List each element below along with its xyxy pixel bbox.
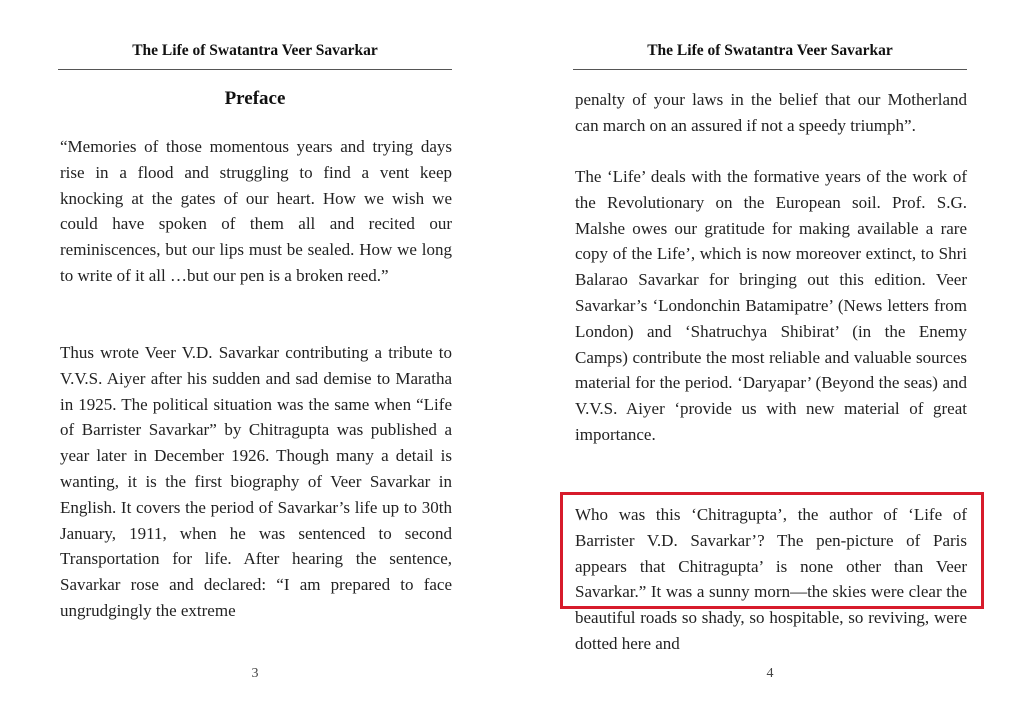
- highlight-box: [560, 492, 984, 609]
- right-paragraph-3: Who was this ‘Chitragupta’, the author of ‘Life of Barrister V.D. Savarkar’? The pen-picture of Paris appears that Chitragupta’ is none other than Veer Savarkar.” It was a sunny morn—the skies were clear the beautiful roads so shady, so hospitable, so reviving, were dotted here and: [575, 505, 967, 653]
- left-page-number: 3: [251, 666, 259, 681]
- left-page: [58, 0, 452, 724]
- left-paragraph-2: Thus wrote Veer V.D. Savarkar contributing a tribute to V.V.S. Aiyer after his sudden and sad demise to Maratha in 1925. The political situation was the same when “Life of Barrister Savarkar” by Chitragupta was published a year later in December 1926. Though many a detail is wanting, it is the first biography of Veer Savarkar in English. It covers the period of Savarkar’s life up to 30th January, 1911, when he was sentenced to second Transportation for life. After hearing the sentence, Savarkar rose and declared: “I am prepared to face ungrudgingly the extreme: [60, 343, 452, 620]
- right-page-number: 4: [766, 666, 774, 681]
- right-header-rule: [573, 69, 967, 70]
- left-header-rule: [58, 69, 452, 70]
- left-running-head: The Life of Swatantra Veer Savarkar: [132, 42, 378, 59]
- right-page: [573, 0, 967, 724]
- left-paragraph-1: “Memories of those momentous years and trying days rise in a flood and struggling to find a vent keep knocking at the gates of our heart. How we wish we could have spoken of them all and recited our reminiscences, but our lips must be sealed. How we long to write of it all …but our pen is a broken reed.”: [60, 137, 452, 285]
- right-paragraph-1: penalty of your laws in the belief that our Motherland can march on an assured if not a speedy triumph”.: [575, 90, 967, 135]
- right-paragraph-2: The ‘Life’ deals with the formative years of the work of the Revolutionary on the European soil. Prof. S.G. Malshe owes our gratitude for making available a rare copy of the Life’, which is now moreover extinct, to Shri Balarao Savarkar for bringing out this edition. Veer Savarkar’s ‘Londonchin Batamipatre’ (News letters from London) and ‘Shatruchya Shibirat’ (in the Enemy Camps) contribute the most reliable and valuable sources material for the period. ‘Daryapar’ (Beyond the seas) and V.V.S. Aiyer ‘provide us with new material of great importance.: [575, 167, 967, 444]
- preface-heading: Preface: [224, 88, 286, 109]
- right-running-head: The Life of Swatantra Veer Savarkar: [647, 42, 893, 59]
